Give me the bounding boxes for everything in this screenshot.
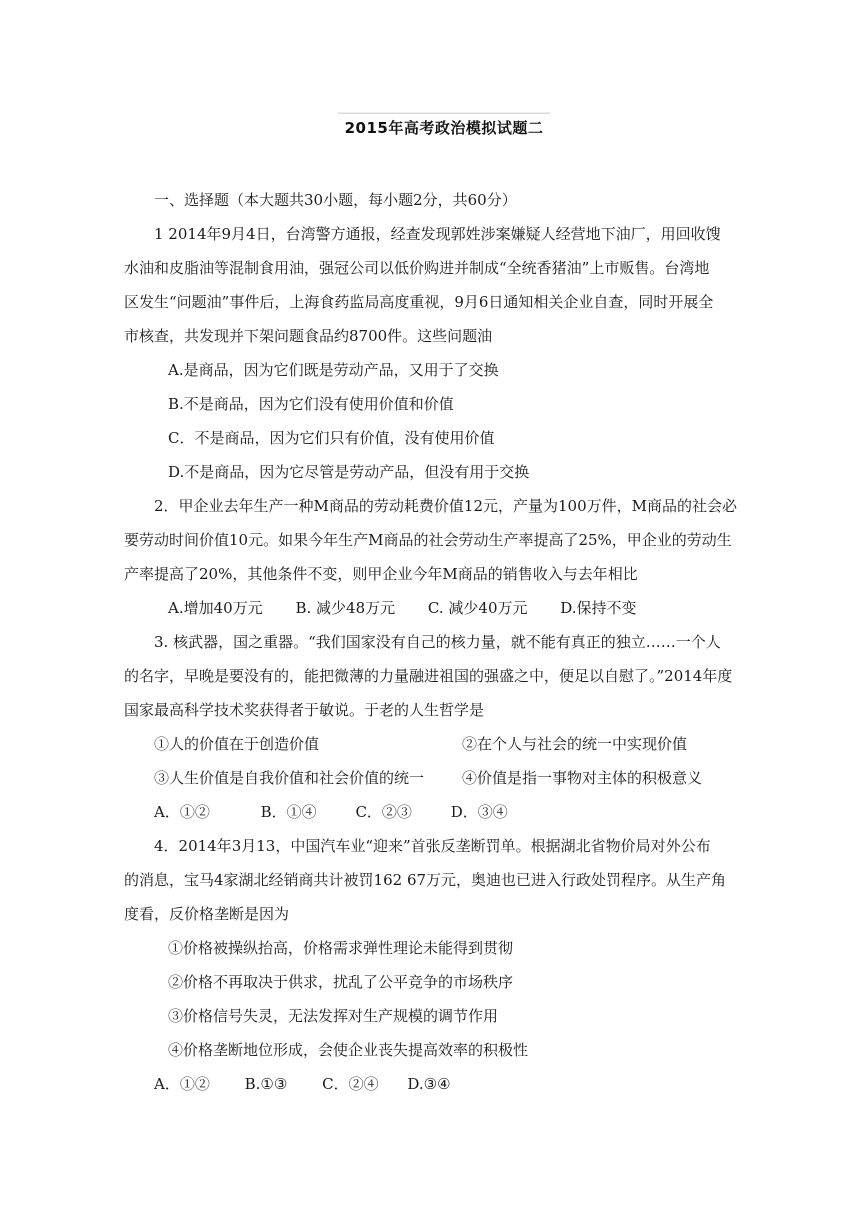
- question-text-line: 区发生“问题油”事件后，上海食药监局高度重视，9月6日通知相关企业自查，同时开展全: [124, 293, 714, 311]
- options-row: [124, 591, 740, 625]
- statement-3: ③人生价值是自我价值和社会价值的统一: [154, 769, 425, 787]
- statement-2: ②在个人与社会的统一中实现价值: [462, 735, 688, 753]
- option-b: B. 减少48万元: [295, 599, 396, 617]
- question-text-line: 3. 核武器，国之重器。“我们国家没有自己的核力量，就不能有真正的独立……一个人: [154, 633, 721, 651]
- section-heading: 一、选择题（本大题共30小题，每小题2分，共60分）: [154, 191, 517, 209]
- question-text-line: 产率提高了20%，其他条件不变，则甲企业今年M商品的销售收入与去年相比: [124, 565, 638, 583]
- statement-4: ④价值是指一事物对主体的积极意义: [462, 769, 703, 787]
- option-d: D.③④: [407, 1075, 451, 1093]
- question-text-line: 的名字，早晚是要没有的，能把微薄的力量融进祖国的强盛之中，便足以自慰了。”2014年度: [124, 667, 733, 685]
- option-a: A．①②: [154, 803, 210, 821]
- option-c: C．②③: [355, 803, 412, 821]
- option-d: D．③④: [450, 803, 508, 821]
- option-a: A.是商品，因为它们既是劳动产品，又用于了交换: [168, 361, 499, 379]
- statement-3: ③价格信号失灵，无法发挥对生产规模的调节作用: [168, 1007, 499, 1025]
- options-row: [124, 795, 740, 829]
- statement-4: ④价格垄断地位形成，会使企业丧失提高效率的积极性: [168, 1041, 529, 1059]
- question-1: [124, 217, 740, 489]
- statement-1: ①人的价值在于创造价值: [154, 735, 320, 753]
- question-text-line: 的消息，宝马4家湖北经销商共计被罚162 67万元，奥迪也已进入行政处罚程序。从生产角: [124, 871, 727, 889]
- question-3: [124, 625, 740, 829]
- statement-2: ②价格不再取决于供求，扰乱了公平竞争的市场秩序: [168, 973, 514, 991]
- question-text-line: 度看，反价格垄断是因为: [124, 905, 290, 923]
- option-d: D.不是商品，因为它尽管是劳动产品，但没有用于交换: [168, 463, 530, 481]
- question-text-line: 1 2014年9月4日，台湾警方通报，经查发现郭姓涉案嫌疑人经营地下油厂，用回收馊: [154, 225, 721, 243]
- option-b: B.①③: [244, 1075, 288, 1093]
- question-text-line: 国家最高科学技术奖获得者于敏说。于老的人生哲学是: [124, 701, 485, 719]
- option-c: C．②④: [322, 1075, 379, 1093]
- statement-1: ①价格被操纵抬高，价格需求弹性理论未能得到贯彻: [168, 939, 514, 957]
- question-2: [124, 489, 740, 625]
- question-4: [124, 829, 740, 1101]
- options-row: [124, 1067, 740, 1101]
- exam-content: [124, 183, 740, 1101]
- question-text-line: 要劳动时间价值10元。如果今年生产M商品的社会劳动生产率提高了25%，甲企业的劳动生: [124, 531, 732, 549]
- question-text-line: 2．甲企业去年生产一种M商品的劳动耗费价值12元，产量为100万件，M商品的社会必: [154, 497, 737, 515]
- option-b: B.不是商品，因为它们没有使用价值和价值: [168, 395, 454, 413]
- option-a: A.增加40万元: [168, 599, 263, 617]
- option-b: B．①④: [260, 803, 317, 821]
- statement-row: [124, 761, 740, 795]
- question-text-line: 4．2014年3月13，中国汽车业“迎来”首张反垄断罚单。根据湖北省物价局对外公布: [154, 837, 711, 855]
- option-c: C．不是商品，因为它们只有价值，没有使用价值: [168, 429, 495, 447]
- option-c: C. 减少40万元: [427, 599, 528, 617]
- option-a: A．①②: [154, 1075, 210, 1093]
- option-d: D.保持不变: [560, 599, 637, 617]
- page-title: 2015年高考政治模拟试题二: [338, 113, 550, 142]
- question-text-line: 水油和皮脂油等混制食用油，强冠公司以低价购进并制成“全统香猪油”上市贩售。台湾地: [124, 259, 710, 277]
- statement-row: [124, 727, 740, 761]
- question-text-line: 市核查，共发现并下架问题食品约8700件。这些问题油: [124, 327, 493, 345]
